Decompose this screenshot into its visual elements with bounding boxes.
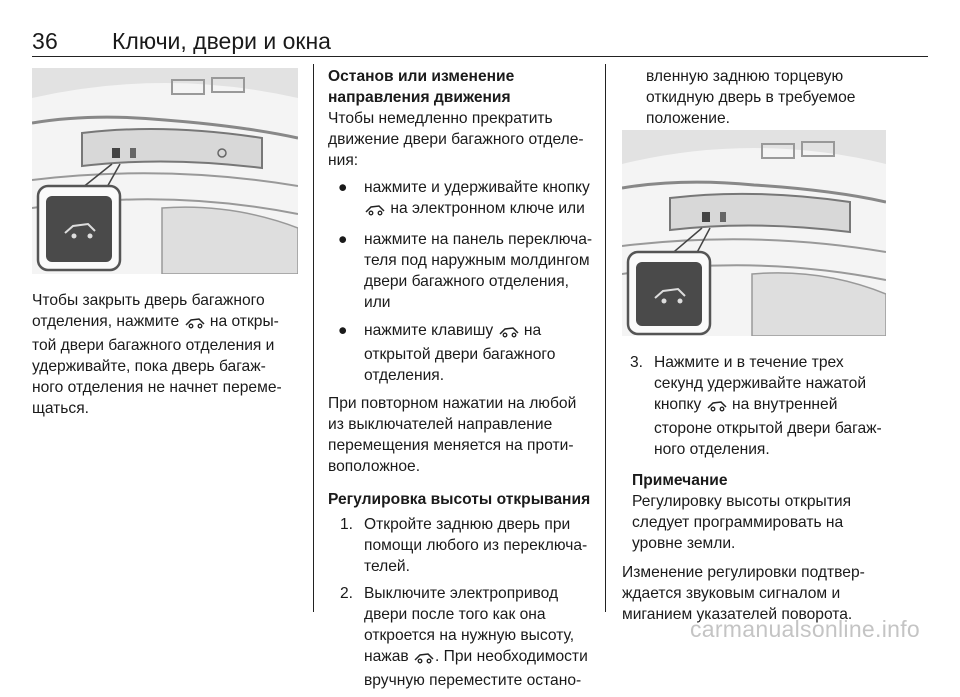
text-line: щаться. [32,400,89,417]
text-line: или [364,294,391,311]
stop-options-list [328,177,594,386]
list-item [340,514,594,577]
text-line: нажмите и удерживайте кнопку [364,179,590,196]
tailgate-key-icon [184,314,206,335]
text-line: на [519,322,542,339]
text-line: ждается звуковым сигналом и [622,585,841,602]
text-line: Регулировку высоты открытия [632,493,852,510]
text-line: стороне открытой двери багаж- [654,420,882,437]
bullet-dot: ● [338,322,348,339]
note-block [622,470,892,554]
text-line: ния: [328,152,359,169]
text-line: перемещения меняется на проти- [328,437,574,454]
text-line: вленную заднюю торцевую [646,68,844,85]
note-text [632,491,892,554]
text-line: нажмите на панель переключа- [364,231,593,248]
heading-line: направления движения [328,89,511,106]
column-divider-2 [605,64,606,612]
text-line: откидную дверь в требуемое [646,89,856,106]
text-line: Чтобы закрыть дверь багажного [32,292,265,309]
text-line: двери багажного отделения, [364,273,570,290]
column-2 [328,66,594,697]
heading-line: Останов или изменение [328,68,515,85]
text-line: воположное. [328,458,421,475]
text-line: телей. [364,558,410,575]
text-line: Выключите электропривод [364,585,559,602]
step-number: 2. [340,585,354,602]
height-steps-list [328,514,594,691]
text-line: помощи любого из переключа- [364,537,588,554]
text-line: на электронном ключе или [386,200,585,217]
text-line: движение двери багажного отделе- [328,131,584,148]
height-adjust-heading: Регулировка высоты открывания [328,491,591,508]
step-number: 1. [340,516,354,533]
text-line: Нажмите и в течение трех [654,354,844,371]
text-line: отделения, нажмите [32,313,184,330]
page-number: 36 [32,28,58,54]
stop-intro [328,108,594,171]
text-line: положение. [646,110,730,127]
tailgate-switch-illustration [32,68,298,274]
text-line: миганием указателей поворота. [622,606,853,623]
text-line: на внутренней [727,396,838,413]
text-line: При повторном нажатии на любой [328,395,577,412]
list-item [328,177,594,222]
reverse-paragraph [328,393,594,477]
text-line: той двери багажного отделения и [32,337,275,354]
step-3-list [622,352,892,460]
text-line: следует программировать на [632,514,844,531]
interior-tailgate-switch-illustration [622,130,886,336]
text-line: Откройте заднюю дверь при [364,516,571,533]
continued-text [646,66,896,129]
column-3-bottom [622,348,892,625]
text-line: вручную переместите остано- [364,672,582,689]
tailgate-key-icon [364,201,386,222]
text-line: теля под наружным молдингом [364,252,590,269]
text-line: ного отделения не начнет переме- [32,379,282,396]
text-line: нажмите клавишу [364,322,498,339]
text-line: откроется на нужную высоту, [364,627,575,644]
close-tailgate-paragraph [32,290,302,419]
text-line: Изменение регулировки подтвер- [622,564,865,581]
text-line: кнопку [654,396,706,413]
text-line: отделения. [364,367,445,384]
column-3-top [646,66,896,129]
text-line: уровне земли. [632,535,736,552]
text-line: на откры- [205,313,279,330]
text-line: секунд удерживайте нажатой [654,375,867,392]
text-line: Чтобы немедленно прекратить [328,110,553,127]
text-line: из выключателей направление [328,416,553,433]
stop-direction-heading [328,66,594,108]
step-number: 3. [630,354,644,371]
text-line: . При необходимости [435,648,588,665]
text-line: нажав [364,648,414,665]
page-header [32,28,928,58]
watermark: carmanualsonline.info [689,616,920,642]
column-divider-1 [313,64,314,612]
list-item [340,583,594,691]
list-item [328,229,594,313]
text-line: двери после того как она [364,606,546,623]
bullet-dot: ● [338,231,348,248]
tailgate-key-icon [498,323,520,344]
text-line: удерживайте, пока дверь багаж- [32,358,266,375]
list-item [328,320,594,386]
list-item [630,352,892,460]
text-line: ного отделения. [654,441,770,458]
tailgate-key-icon [706,397,728,418]
tailgate-key-icon [413,649,435,670]
column-1 [32,290,302,419]
bullet-dot: ● [338,179,348,196]
note-title: Примечание [632,472,728,489]
header-rule [32,56,928,57]
page-title: Ключи, двери и окна [112,28,331,54]
text-line: открытой двери багажного [364,346,556,363]
